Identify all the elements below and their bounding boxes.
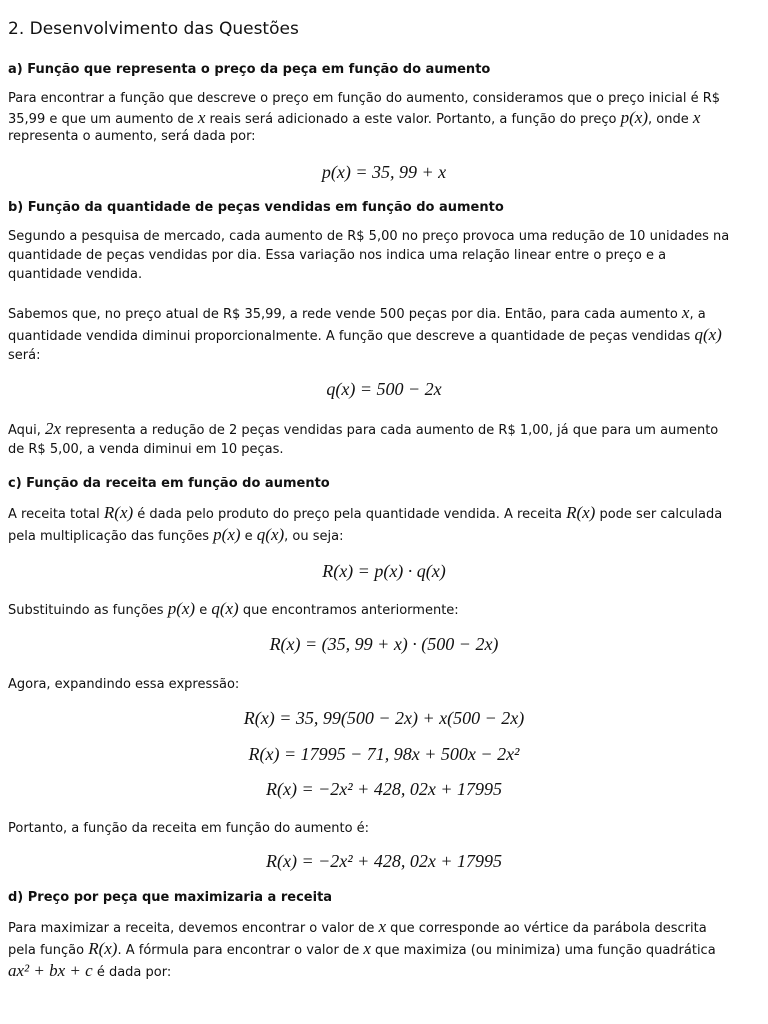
math-x: x — [378, 917, 387, 936]
math-x: x — [681, 303, 690, 322]
text: e — [240, 529, 257, 544]
heading-d: d) Preço por peça que maximizaria a receita — [8, 890, 333, 905]
text: reais será adicionado a este valor. Portanto, a função do preço — [205, 112, 621, 127]
math-rx: R(x) — [88, 939, 118, 958]
math-qx: q(x) — [256, 525, 285, 544]
para-b2-line3: será: — [8, 348, 41, 363]
equation-r-expand3: R(x) = −2x² + 428, 02x + 17995 — [266, 779, 502, 799]
text: é dada pelo produto do preço pela quantidade vendida. A receita — [133, 507, 567, 522]
equation-r-substituted: R(x) = (35, 99 + x) · (500 − 2x) — [269, 634, 499, 654]
text: . A fórmula para encontrar o valor de — [117, 943, 364, 958]
text: quantidade vendida diminui proporcionalmente. A função que descreve a quantidade de peças vendidas — [8, 329, 695, 344]
text: pode ser calculada — [595, 507, 723, 522]
para-c1-line1 — [8, 503, 722, 525]
equation-r-expand1: R(x) = 35, 99(500 − 2x) + x(500 − 2x) — [243, 708, 525, 728]
equation-r-final: R(x) = −2x² + 428, 02x + 17995 — [266, 851, 502, 871]
math-rx: R(x) — [103, 503, 134, 522]
text: pela multiplicação das funções — [8, 529, 214, 544]
math-rx: R(x) — [566, 503, 596, 522]
para-b3-line1 — [8, 419, 718, 441]
heading-b: b) Função da quantidade de peças vendidas em função do aumento — [8, 200, 504, 215]
math-qx: q(x) — [211, 599, 239, 618]
text: Aqui, — [8, 423, 46, 438]
para-c1-line2 — [8, 525, 344, 547]
para-c4: Portanto, a função da receita em função do aumento é: — [8, 821, 370, 836]
math-px: p(x) — [167, 599, 196, 618]
equation-r-product: R(x) = p(x) · q(x) — [322, 561, 446, 581]
math-px: p(x) — [620, 108, 648, 127]
math-px: p(x) — [213, 525, 241, 544]
para-d1-line1 — [8, 917, 707, 939]
para-b1-line3: quantidade vendida. — [8, 267, 143, 282]
para-d1-line3 — [8, 961, 171, 983]
para-d1-line2 — [8, 939, 716, 961]
text: pela função — [8, 943, 89, 958]
para-b1-line1: Segundo a pesquisa de mercado, cada aumento de R$ 5,00 no preço provoca uma redução de 10 unidades na — [8, 229, 730, 244]
text: que maximiza (ou minimiza) uma função quadrática — [370, 943, 716, 958]
para-b1-line2: quantidade de peças vendidas por dia. Essa variação nos indica uma relação linear entre o preço e a — [8, 248, 667, 263]
para-a-line1: Para encontrar a função que descreve o preço em função do aumento, consideramos que o preço inicial é R$ — [8, 91, 721, 106]
text: 35,99 e que um aumento de — [8, 112, 198, 127]
text: representa a redução de 2 peças vendidas para cada aumento de R$ 1,00, já que para um aumento — [61, 423, 719, 438]
section-title: 2. Desenvolvimento das Questões — [8, 19, 299, 39]
math-qx: q(x) — [694, 325, 722, 344]
math-x: x — [197, 108, 206, 127]
math-x: x — [363, 939, 371, 958]
text: que corresponde ao vértice da parábola descrita — [386, 921, 707, 936]
text: Sabemos que, no preço atual de R$ 35,99, a rede vende 500 peças por dia. Então, para cada aumento — [8, 307, 682, 322]
para-c2 — [8, 599, 459, 621]
heading-c: c) Função da receita em função do aumento — [8, 476, 330, 491]
equation-p: p(x) = 35, 99 + x — [321, 162, 447, 182]
para-c3: Agora, expandindo essa expressão: — [8, 677, 240, 692]
para-b2-line1 — [8, 303, 706, 325]
text: , ou seja: — [284, 529, 344, 544]
text: Para maximizar a receita, devemos encontrar o valor de — [8, 921, 379, 936]
text: Substituindo as funções — [8, 603, 168, 618]
text: é dada por: — [92, 965, 172, 980]
equation-r-expand2: R(x) = 17995 − 71, 98x + 500x − 2x² — [248, 744, 520, 764]
para-b3-line2: de R$ 5,00, a venda diminui em 10 peças. — [8, 442, 284, 457]
math-2x: 2x — [45, 419, 62, 438]
math-x: x — [692, 108, 701, 127]
heading-a: a) Função que representa o preço da peça em função do aumento — [8, 62, 491, 77]
text: A receita total — [8, 507, 104, 522]
text: , onde — [647, 112, 693, 127]
equation-q: q(x) = 500 − 2x — [326, 379, 442, 399]
text: e — [195, 603, 212, 618]
text: , a — [689, 307, 706, 322]
para-a-line3: representa o aumento, será dada por: — [8, 129, 256, 144]
text: que encontramos anteriormente: — [238, 603, 459, 618]
para-b2-line2 — [8, 325, 722, 347]
math-quadratic: ax² + bx + c — [8, 961, 93, 980]
